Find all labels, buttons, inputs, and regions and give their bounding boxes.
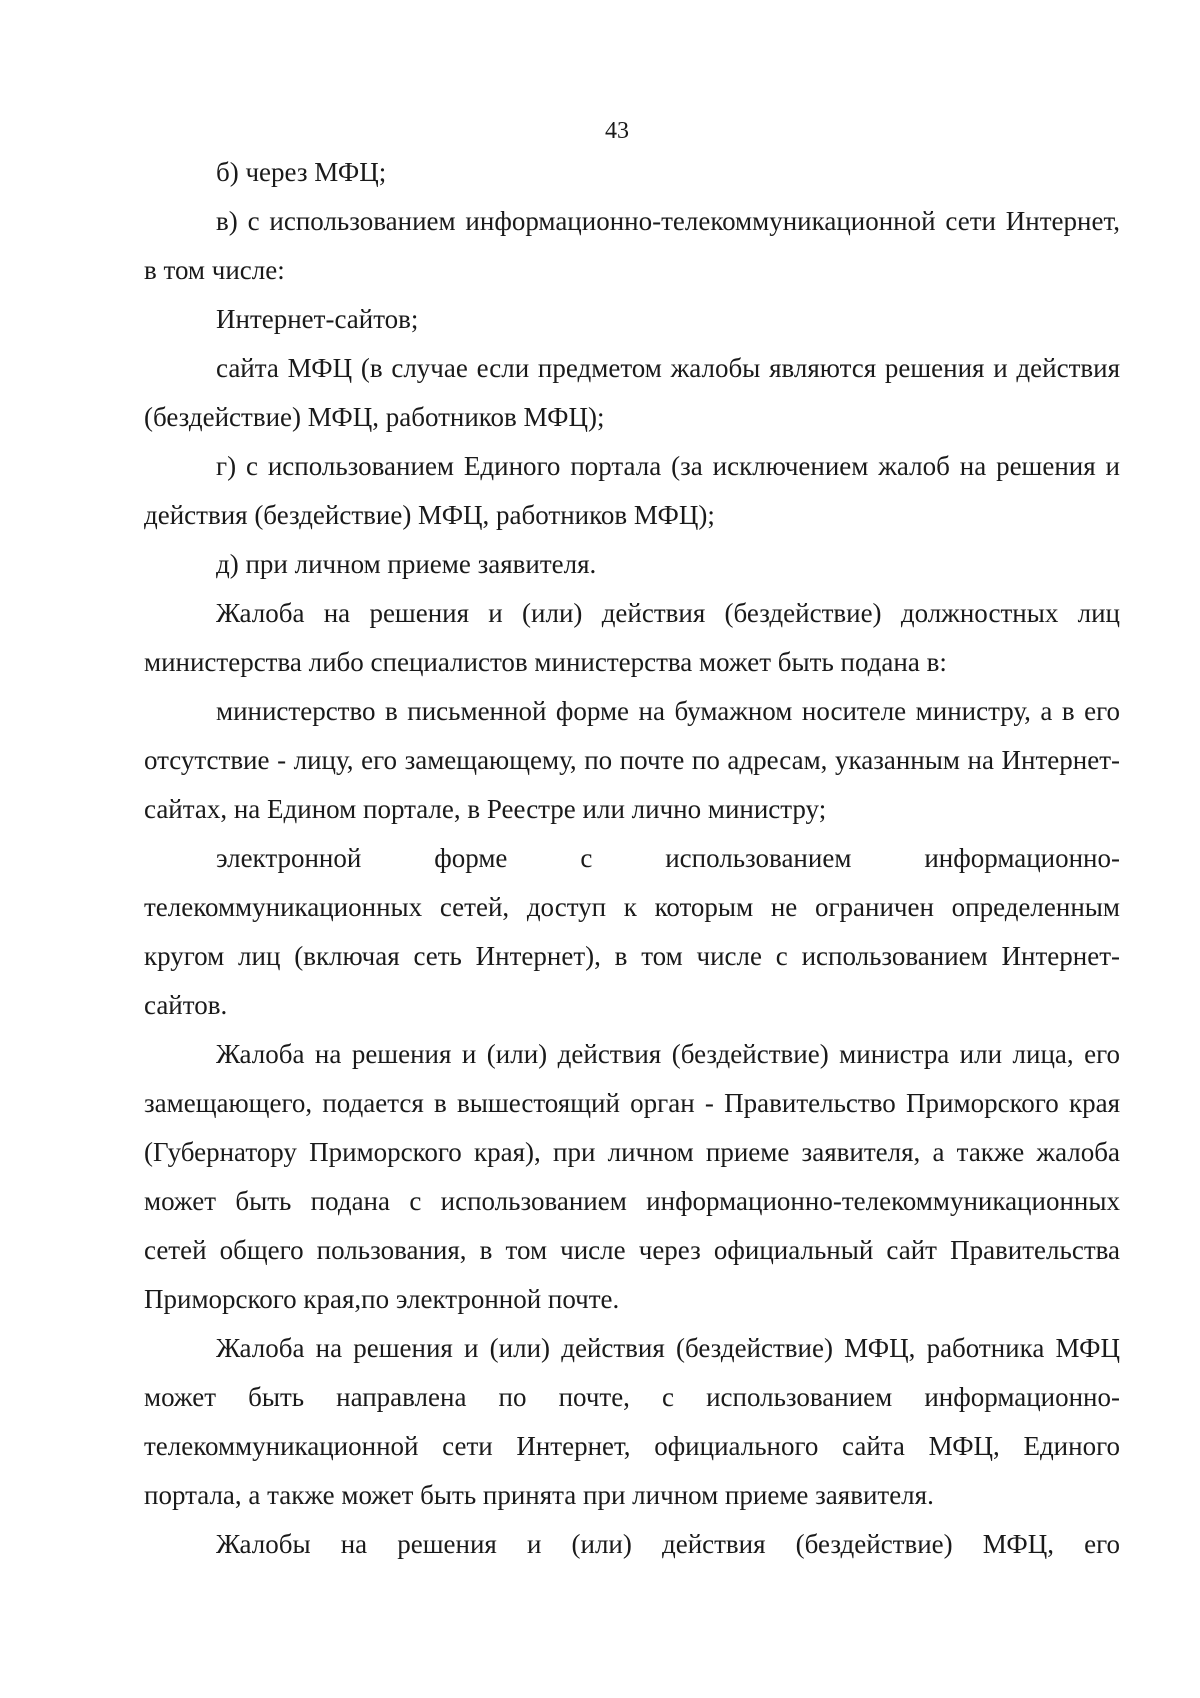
paragraph-mfc-site: сайта МФЦ (в случае если предметом жалобы являются решения и действия (бездействие) МФЦ, работников МФЦ); <box>144 353 1120 432</box>
paragraph-b-mfc: б) через МФЦ; <box>216 157 387 187</box>
paragraph-internet-sites: Интернет-сайтов; <box>216 304 419 334</box>
paragraph-mfc-complaint: Жалоба на решения и (или) действия (бездействие) МФЦ, работника МФЦ может быть направлена по почте, с использованием информационно-телекоммуникационной сети Интернет, официального сайта МФЦ, Единого портала, а также может быть принята при личном приеме заявителя. <box>144 1333 1120 1510</box>
paragraph-mfc-complaints-continued: Жалобы на решения и (или) действия (бездействие) МФЦ, его <box>216 1529 1120 1559</box>
paragraph-d-personal: д) при личном приеме заявителя. <box>216 549 597 579</box>
paragraph-written-form: министерство в письменной форме на бумажном носителе министру, а в его отсутствие - лицу, его замещающему, по почте по адресам, указанным на Интернет-сайтах, на Едином портале, в Реестре или лично министру; <box>144 696 1120 824</box>
paragraph-v-internet: в) с использованием информационно-телекоммуникационной сети Интернет, в том числе: <box>144 206 1120 285</box>
paragraph-minister-complaint: Жалоба на решения и (или) действия (бездействие) министра или лица, его замещающего, подается в вышестоящий орган - Правительство Приморского края (Губернатору Приморского края), при личном приеме заявителя, а также жалоба может быть подана с использованием информационно-телекоммуникационных сетей общего пользования, в том числе через официальный сайт Правительства Приморского края,по электронной почте. <box>144 1039 1120 1314</box>
paragraph-electronic-form: электронной форме с использованием информационно-телекоммуникационных сетей, доступ к которым не ограничен определенным кругом лиц (включая сеть Интернет), в том числе с использованием Интернет-сайтов. <box>144 843 1120 1020</box>
paragraph-ministry-complaint: Жалоба на решения и (или) действия (бездействие) должностных лиц министерства либо специалистов министерства может быть подана в: <box>144 598 1120 677</box>
page-number: 43 <box>605 118 629 144</box>
paragraph-g-portal: г) с использованием Единого портала (за исключением жалоб на решения и действия (бездействие) МФЦ, работников МФЦ); <box>144 451 1120 530</box>
document-body <box>144 148 1120 1569</box>
